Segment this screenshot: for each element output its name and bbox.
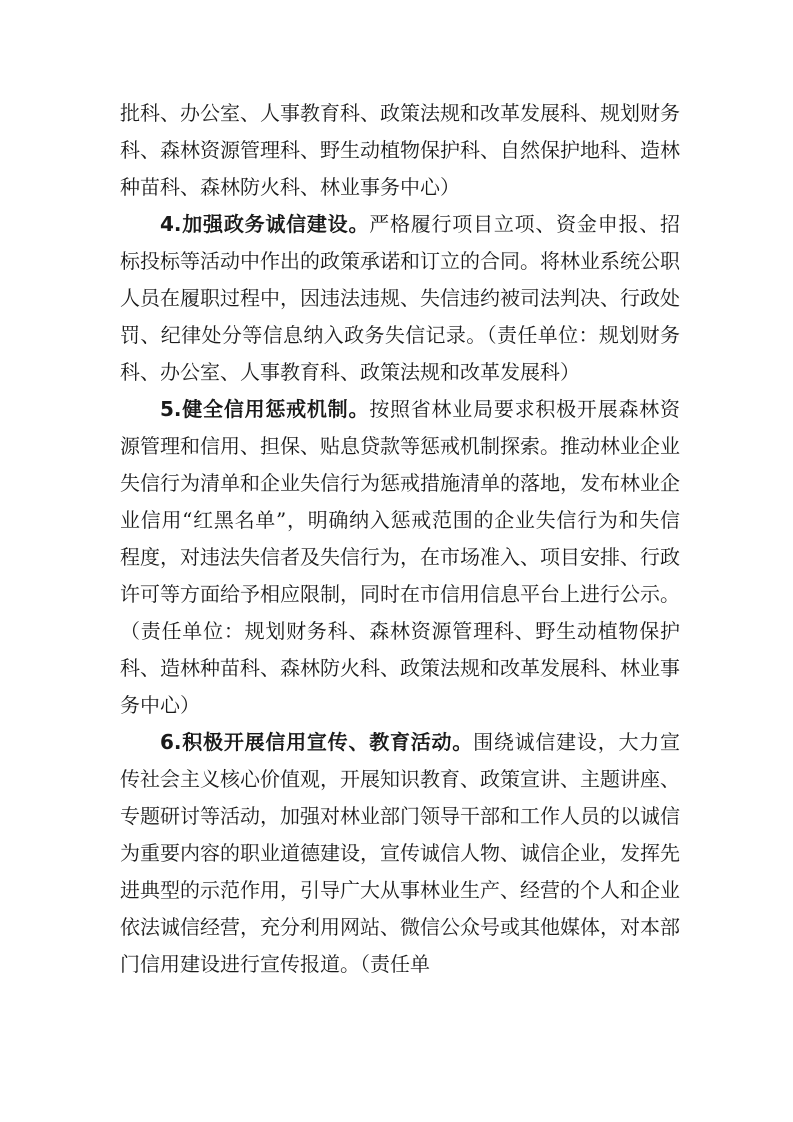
paragraph-continuation — [120, 95, 680, 206]
paragraph-heading: 6.积极开展信用宣传、教育活动。 — [160, 730, 474, 754]
paragraph-text: 按照省林业局要求积极开展森林资源管理和信用、担保、贴息贷款等惩戒机制探索。推动林业企业失信行为清单和企业失信行为惩戒措施清单的落地，发布林业企业信用“红黑名单”，明确纳入惩戒范围的企业失信行为和失信程度，对违法失信者及失信行为，在市场准入、项目安排、行政许可等方面给予相应限制，同时在市信用信息平台上进行公示。（责任单位：规划财务科、森林资源管理科、野生动植物保护科、造林种苗科、森林防火科、政策法规和改革发展科、林业事务中心） — [120, 397, 681, 717]
paragraph-text: 严格履行项目立项、资金申报、招标投标等活动中作出的政策承诺和订立的合同。将林业系统公职人员在履职过程中，因违法违规、失信违约被司法判决、行政处罚、纪律处分等信息纳入政务失信记录。（责任单位：规划财务科、办公室、人事教育科、政策法规和改革发展科） — [120, 212, 681, 384]
paragraph-text: 围绕诚信建设，大力宣传社会主义核心价值观，开展知识教育、政策宣讲、主题讲座、专题研讨等活动，加强对林业部门领导干部和工作人员的以诚信为重要内容的职业道德建设，宣传诚信人物、诚信企业，发挥先进典型的示范作用，引导广大从事林业生产、经营的个人和企业依法诚信经营，充分利用网站、微信公众号或其他媒体，对本部门信用建设进行宣传报道。（责任单 — [120, 730, 681, 976]
paragraph-text: 批科、办公室、人事教育科、政策法规和改革发展科、规划财务科、森林资源管理科、野生动植物保护科、自然保护地科、造林种苗科、森林防火科、林业事务中心） — [120, 101, 680, 199]
paragraph-item-4 — [120, 206, 680, 391]
paragraph-item-6 — [120, 724, 680, 983]
paragraph-heading: 5.健全信用惩戒机制。 — [160, 397, 370, 421]
document-body — [120, 95, 680, 983]
paragraph-item-5 — [120, 391, 680, 724]
paragraph-heading: 4.加强政务诚信建设。 — [160, 212, 370, 236]
